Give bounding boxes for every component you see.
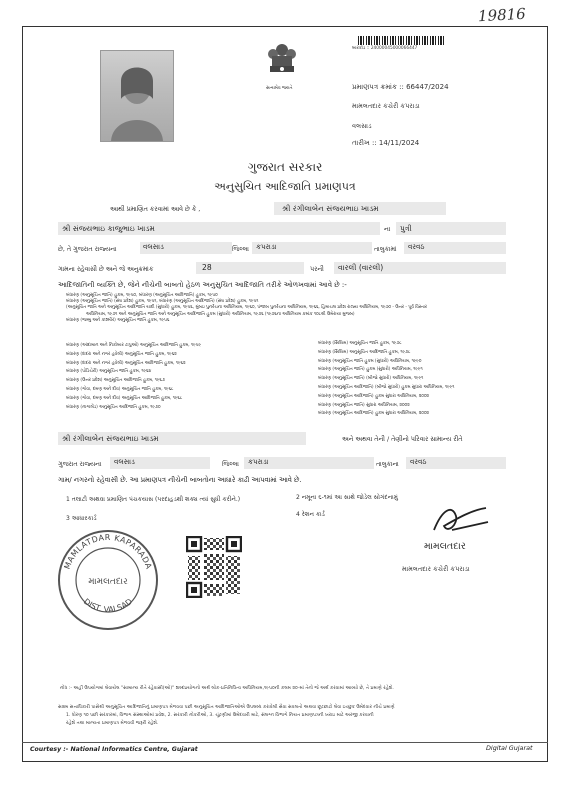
- order-line: બંધારણ (ગોવા, દમણ અને દીવ) અનુસૂચિત જાતિ હુકમ, ૧૯૬૮: [66, 386, 174, 392]
- order-line: (અનુસૂચિત જાતિ અને અનુસૂચિત આદિજાતિ યાદી (સુધારો) હુકમ, ૧૯૫૬, મુંબઇ પુનર્રચના અધિનિયમ, ૧૯૬૦, પંજાબ પુનર્રચના અધિનિયમ, ૧૯૬૬, હિમાચલ પ્રદેશ રાજ્ય અધિનિયમ, ૧૯૭૦ - ઉત્તર - પૂર્વ વિસ્તાર: [66, 305, 428, 311]
- order-line: બંધારણ (અનુસૂચિત આદિજાતિ) હુકમ સુધારા અધિનિયમ, ૨૦૦૨: [318, 411, 429, 417]
- certificate-title: અનુસુચિત આદિજાતિ પ્રમાણપત્ર: [214, 180, 356, 193]
- barcode: [358, 36, 446, 45]
- residence-district: વલસાડ: [143, 243, 164, 251]
- order-line: બંધારણ (અનુસૂચિત જાતિ હુકમ (સુધારો) અધિનિયમ, ૧૯૯૦: [318, 358, 422, 364]
- order-line: બંધારણ (અનુસૂચિત જાતિ) (સંઘ પ્રદેશ) હુકમ, ૧૯૫૧, બંધારણ (અનુસૂચિત આદિજાતિ) (સંઘ પ્રદેશ) હુકમ, ૧૯૫૧: [66, 299, 259, 305]
- caste-value: વારલી (વારલી): [338, 263, 384, 272]
- seq-no: 28: [202, 263, 212, 272]
- courtesy-text: Courtesy :- National Informatics Centre, Gujarat: [30, 746, 198, 753]
- applicant-photo: [100, 50, 174, 142]
- svg-text:DIST. VALSAD: [82, 597, 134, 614]
- digital-gujarat-text: Digital Gujarat: [486, 744, 533, 752]
- handwritten-number: 19816: [477, 4, 527, 26]
- relation-box: [396, 222, 506, 235]
- family-name: શ્રી રંગીલાબેન સંજયભાઇ ખાડમ: [62, 434, 159, 443]
- basis-item: 1 તલાટી અથવા પ્રમાણિત પંચકયાસ (પરદાહડથી શક્ય ત્યાં સુધી કરીને.): [66, 496, 241, 503]
- order-line: બંધારણ (આંદામાન અને નિકોબાર ટાપુઓ) અનુસૂચિત આદિજાતિ હુકમ, ૧૯૫૯: [66, 343, 202, 348]
- taluka-name: કપરાડા: [256, 243, 277, 251]
- barcode-number: બારકોડ :: 24000045000066447: [352, 46, 418, 51]
- seal-bottom-text: DIST. VALSAD: [81, 596, 135, 615]
- order-line: બંધારણ (અનુસૂચિત આદિજાતિ) હુકમ સુધારા અધિનિયમ, ૨૦૦૨: [318, 393, 429, 399]
- signatory-title: મામલતદાર: [424, 541, 466, 552]
- addr-taluka: કપરાડા: [248, 458, 269, 466]
- issuing-office: મામલતદાર કચેરી કપરાડા: [352, 102, 420, 110]
- qr-code: [186, 536, 242, 598]
- orders-right: [318, 340, 528, 419]
- note-line: નોંધ :- અહીં ઉપયોગમાં લેવાયેલ "સામાન્ય રીતે રહેવાસી(ઓ)" શબ્દપ્રયોગનો અર્થ લોક-પ્રતિનિધિત્વ અધિનિયમ,૧૯૫૦ની કલમ ૨૦-માં તેનો જે અર્થ કરવામાં આવ્યો છે, તે પ્રમાણે રહેશે.: [60, 686, 394, 691]
- footer-line: 1. ધોરણ ૧૦ પછી સરકારમાં, વિભાગ સંસ્થાઓમાં પ્રવેશ, 2. સરકારી નોકરીઓ, 3. ચૂંટણીમાં ઉમેદવારી માટે, સંલગ્ન વિભાગે નિયત પ્રમાણપત્રની ખરાઇ માટે અરજી કરવાની: [66, 713, 374, 718]
- orders-top: [66, 293, 526, 324]
- seal-top-text: MAMLATDAR KAPARADA: [62, 532, 154, 571]
- village-name: વરવઠ: [408, 243, 425, 251]
- government-title: ગુજરાત સરકાર: [247, 160, 323, 174]
- order-line: બંધારણ (દાદરા અને નગર હવેલી) અનુસૂચિત આદિજાતિ હુકમ, ૧૯૬૨: [66, 360, 186, 366]
- relation-value: પુત્રી: [400, 224, 412, 233]
- jillo-label: જિલ્લા: [232, 246, 249, 253]
- orders-left: [66, 342, 286, 412]
- order-line: બંધારણ (અનુસૂચિત જાતિ) હુકમ (સુધારો) અધિનિયમ, ૧૯૯૧: [318, 367, 423, 373]
- basis-item: 2 નમૂના ૬-૧માં આ સાથે જોડેલ સોગંદનામું: [296, 494, 398, 501]
- certificate-number: પ્રમાણપત્ર ક્રમાંક :: 66447/2024: [352, 83, 449, 91]
- relation-label: ના: [384, 226, 391, 233]
- footer-line: સક્ષમ સત્તાધિકારી પાસેથી અનુસૂચિત આદિજાતિનું પ્રમાણપત્ર મેળવવા પછી અનુસૂચિત આદિજાતિઓએ ઉપલબ્ધ કરાવેલી સેવા સવલતો અથવા છૂટછાટો લેવા ઇચ્છુક ઉમેદવાર નીચે પ્રમાણે: [58, 705, 395, 710]
- office-seal: [56, 528, 160, 632]
- footer-line: રહેશે તથા માન્યતા પ્રમાણપત્ર મેળવવી જરૂરી રહેશે.: [66, 721, 159, 726]
- issuing-district: વલસાડ: [352, 122, 372, 130]
- order-line: બંધારણ (ઉત્તર પ્રદેશ) અનુસૂચિત આદિજાતિ હુકમ, ૧૯૬૭: [66, 378, 165, 384]
- basis-item: 3 આધારકાર્ડ: [66, 515, 97, 522]
- caste-label: પરની: [310, 266, 324, 273]
- footer-divider: [22, 742, 548, 743]
- order-line: બંધારણ (ગોવા, દમણ અને દીવ) અનુસૂચિત આદિજાતિ હુકમ, ૧૯૬૮: [66, 395, 183, 401]
- order-line: બંધારણ (અનુસૂચિત આદિજાતિ) (બીજો સુધારો) હુકમ સુધારા અધિનિયમ, ૧૯૯૧: [318, 384, 455, 390]
- addr-label-taluka: તાલુકાના: [376, 461, 399, 468]
- applicant-name: શ્રી રંગીલાબેન સંજયભાઇ ખાડમ: [282, 204, 379, 213]
- addr-label-district: જિલ્લા: [222, 461, 239, 468]
- order-line: બંધારણ (સિક્કિમ) અનુસૂચિત આદિજાતિ હુકમ, ૧૯૭૮: [318, 349, 411, 355]
- order-line: બંધારણ (પોંડિચેરી) અનુસૂચિત જાતિ હુકમ, ૧૯૬૪: [66, 369, 152, 375]
- issue-date: તારીખ :: 14/11/2024: [352, 139, 420, 147]
- order-line: અધિનિયમ, ૧૯૭૧ અને અનુસૂચિત જાતિ અને અનુસૂચિત આદિજાતિ હુકમ (સુધારો) અધિનિયમ, ૧૯૭૬ (૧૯૭૬ના અધિનિયમ ક્રમાંક ૧૦૮થી ઉમેરાયા મુજબ): [86, 311, 355, 317]
- family-suffix: અને અથવા તેની / તેણીનો પરિવાર સામાન્ય રીતે: [342, 436, 463, 443]
- basis-item: 4 રેશન કાર્ડ: [296, 511, 325, 518]
- address-statement: ગામ/ નગરનો રહેવાસી છે. આ પ્રમાણપત્ર નીચેની બાબતોના આધારે કાઢી આપવામાં આવે છે.: [58, 476, 302, 484]
- addr-district: વલસાડ: [114, 458, 135, 466]
- order-line: બંધારણ (જમ્મુ અને કાશ્મીર) અનુસૂચિત જાતિ હુકમ, ૧૯૫૬: [66, 317, 170, 323]
- addr-village: વરવઠ: [410, 458, 427, 466]
- svg-text:MAMLATDAR KAPARADA: [63, 533, 154, 571]
- order-line: બંધારણ (અનુસૂચિત જાતિ) (બીજો સુધારો) અધિનિયમ, ૧૯૯૧: [318, 376, 424, 382]
- signatory-office: મામલતદાર કચેરી કપરાડા: [402, 565, 470, 573]
- order-line: બંધારણ (દાદરા અને નગર હવેલી) અનુસૂચિત જાતિ હુકમ, ૧૯૬૨: [66, 351, 177, 357]
- order-line: બંધારણ (નાગાલેંડ) અનુસૂચિત આદિજાતિ હુકમ, ૧૯૭૦: [66, 404, 161, 410]
- addr-label-state: ગુજરાત રાજ્યના: [58, 461, 102, 468]
- signature: [428, 500, 498, 540]
- father-name: શ્રી સંજયભાઇ કાજુભાઇ ખાડમ: [62, 224, 155, 233]
- seal-center-text: મામલતદાર: [88, 577, 128, 587]
- emblem-caption: સત્યમેવ જયતે: [266, 86, 293, 91]
- certify-line: આથી પ્રમાણિત કરવામાં આવે છે કે ,: [110, 206, 201, 213]
- taluka-label: તાલુકામાં: [374, 246, 397, 253]
- seq-label: ગામના રહેવાસી છે અને જે અનુક્રમાંક: [58, 266, 154, 273]
- rule-line: આદિજાતિની વ્યક્તિ છે, જેને નીચેની બાબતો હેઠળ અનુસુચિત આદિજાતિ તરીકે ઓળખવામાં આવે છે :-: [58, 281, 347, 289]
- residence-label: છે, તે ગુજરાત રાજ્યના: [58, 246, 117, 253]
- order-line: બંધારણ (સિક્કિમ) અનુસૂચિત જાતિ હુકમ, ૧૯૭૮: [318, 341, 402, 346]
- seq-box: [196, 262, 304, 274]
- order-line: બંધારણ (અનુસૂચિત જાતિ) હુકમ, ૧૯૫૦, બંધારણ (અનુસૂચિત આદિજાતિ) હુકમ, ૧૯૫૦: [66, 293, 218, 298]
- order-line: બંધારણ (અનુસૂચિત જાતિ) સુધારા અધિનિયમ, ૨૦૦૨: [318, 402, 410, 408]
- national-emblem-icon: [262, 36, 302, 84]
